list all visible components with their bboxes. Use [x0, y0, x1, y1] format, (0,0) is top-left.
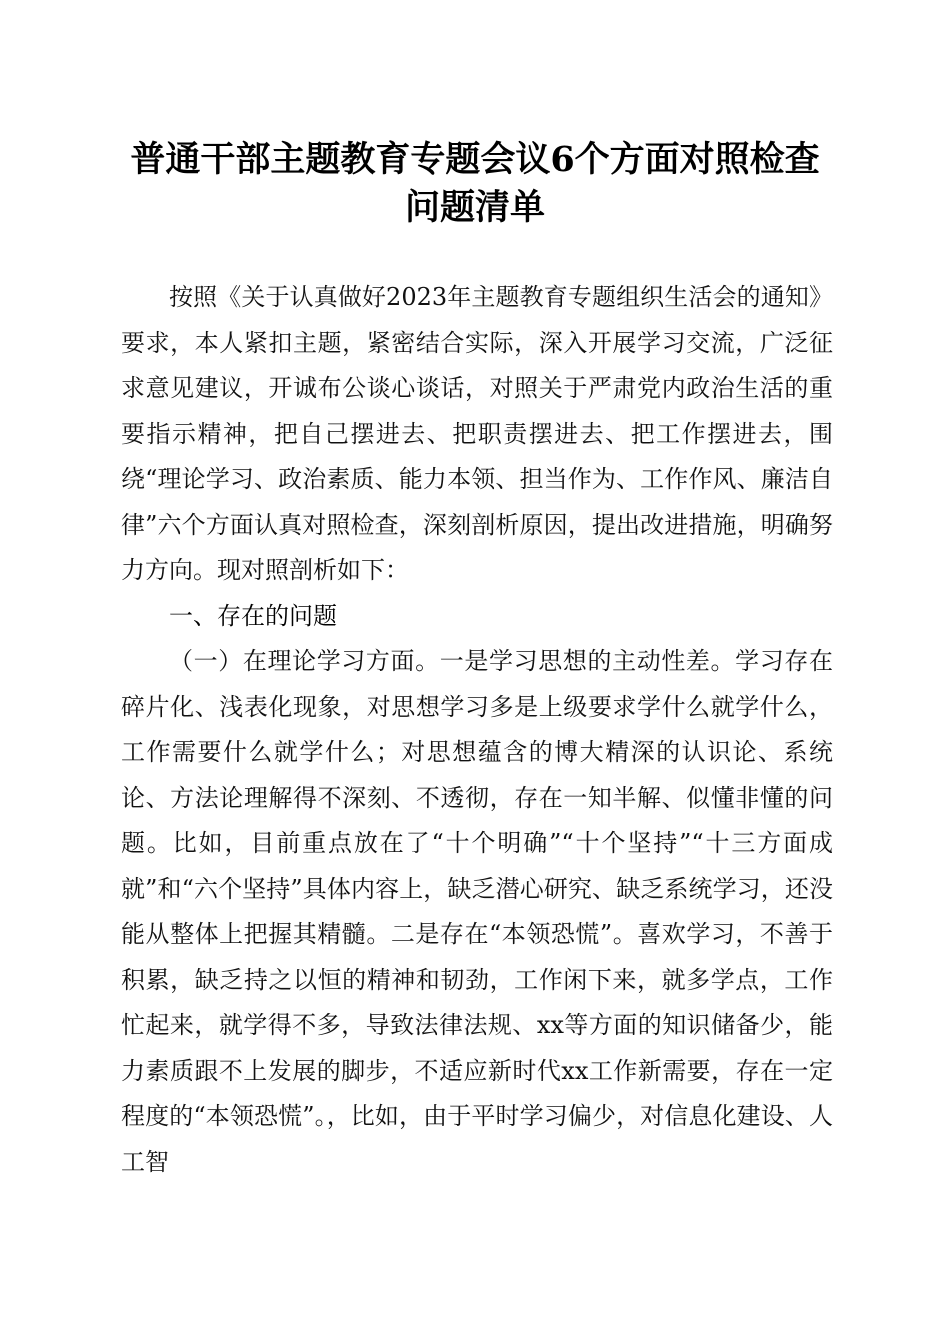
subsection-lead: （一）在理论学习方面。 [169, 647, 440, 675]
title-line-2: 问题清单 [404, 187, 545, 228]
document-body [121, 275, 833, 1185]
document-title [100, 136, 850, 232]
subsection-text: 一是学习思想的主动性差。学习存在碎片化、浅表化现象，对思想学习多是上级要求学什么就学什么，工作需要什么就学什么；对思想蕴含的博大精深的认识论、系统论、方法论理解得不深刻、不透彻，存在一知半解、似懂非懂的问题。比如，目前重点放在了“十个明确”“十个坚持”“十三方面成就”和“六个坚持”具体内容上，缺乏潜心研究、缺乏系统学习，还没能从整体上把握其精髓。二是存在“本领恐慌”。喜欢学习，不善于积累，缺乏持之以恒的精神和韧劲，工作闲下来，就多学点，工作忙起来，就学得不多，导致法律法规、xx等方面的知识储备少，能力素质跟不上发展的脚步，不适应新时代xx工作新需要，存在一定程度的“本领恐慌”。，比如，由于平时学习偏少，对信息化建设、人工智 [121, 647, 834, 1176]
title-line-1: 普通干部主题教育专题会议6个方面对照检查 [130, 139, 820, 180]
section-heading-problems: 一、存在的问题 [169, 601, 337, 630]
intro-paragraph: 按照《关于认真做好2023年主题教育专题组织生活会的通知》要求，本人紧扣主题，紧密结合实际，深入开展学习交流，广泛征求意见建议，开诚布公谈心谈话，对照关于严肃党内政治生活的重要指示精神，把自己摆进去、把职责摆进去、把工作摆进去，围绕“理论学习、政治素质、能力本领、担当作为、工作作风、廉洁自律”六个方面认真对照检查，深刻剖析原因，提出改进措施，明确努力方向。现对照剖析如下： [121, 283, 833, 584]
subsection-theory-study [121, 639, 833, 1185]
